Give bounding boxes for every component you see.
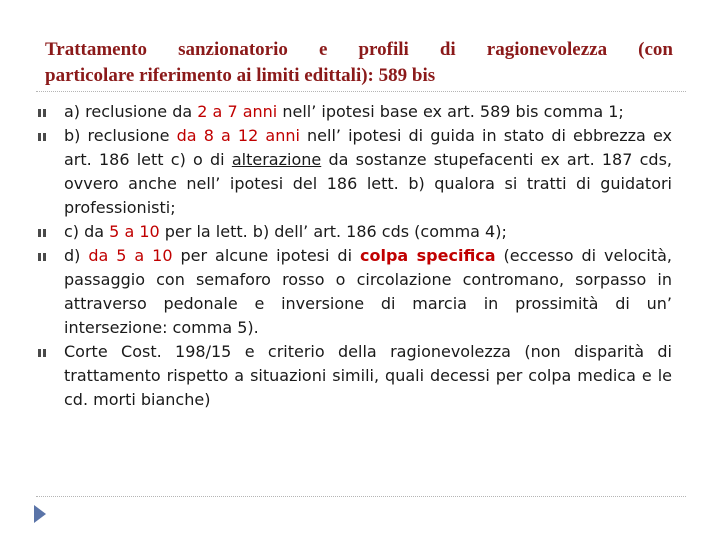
top-divider [36,91,686,92]
bullet-item-d [38,244,672,340]
bullet-icon [38,133,47,141]
bullet-a-suffix: nell’ ipotesi base ex art. 589 bis comma 1; [277,102,624,121]
bullet-b-middle: nell’ ipotesi di guida in stato di ebbrezza ex art. 186 lett c) o di [64,126,672,169]
bullet-a-prefix: a) reclusione [64,102,173,121]
bullet-b-prefix: b) reclusione [64,126,177,145]
bullet-d-range: da 5 a 10 [88,246,173,265]
bullet-item-c [38,220,672,244]
bullet-b-alterazione: alterazione [231,150,322,169]
bullet-icon [38,253,47,261]
bullet-item-b [38,124,672,220]
bullet-item-corte-cost [38,340,672,412]
bullet-corte-cost-text: Corte Cost. 198/15 e criterio della ragionevolezza (non disparità di trattamento rispetto a situazioni simili, quali decessi per colpa medica e le cd. morti bianche) [64,342,672,409]
bullet-c-range: 5 a 10 [109,222,160,241]
bullet-item-a [38,100,672,124]
bullet-list [38,100,672,412]
bullet-d-suffix: (eccesso di velocità, passaggio con semaforo rosso o circolazione contromano, sorpasso in attraverso pedonale e inversione di marcia in prossimità di un’ intersezione: comma 5). [64,246,673,337]
slide-title-line2: particolare riferimento ai limiti edittali): 589 bis [45,65,436,86]
bullet-icon [38,229,47,237]
bullet-icon [38,109,47,117]
bullet-d-colpa-specifica: colpa specifica [360,246,496,265]
bullet-c-prefix: c) da [64,222,110,241]
bullet-a-da: da [172,102,193,121]
next-slide-arrow-icon[interactable] [34,505,46,523]
bullet-b-range: da 8 a 12 anni [176,126,300,145]
bullet-d-prefix: d) [64,246,89,265]
slide-title [45,37,673,89]
bullet-icon [38,349,47,357]
bullet-c-suffix: per la lett. b) dell’ art. 186 cds (comma 4); [159,222,507,241]
bullet-a-range: 2 a 7 anni [192,102,278,121]
slide-title-line1: Trattamento sanzionatorio e profili di ragionevolezza (con [45,39,673,60]
bullet-d-middle: per alcune ipotesi di [172,246,360,265]
bottom-divider [36,496,686,497]
bullet-b-suffix: da sostanze stupefacenti ex art. 187 cds, ovvero anche nell’ ipotesi del 186 lett. b) qualora si tratti di guidatori professionisti; [64,150,673,217]
